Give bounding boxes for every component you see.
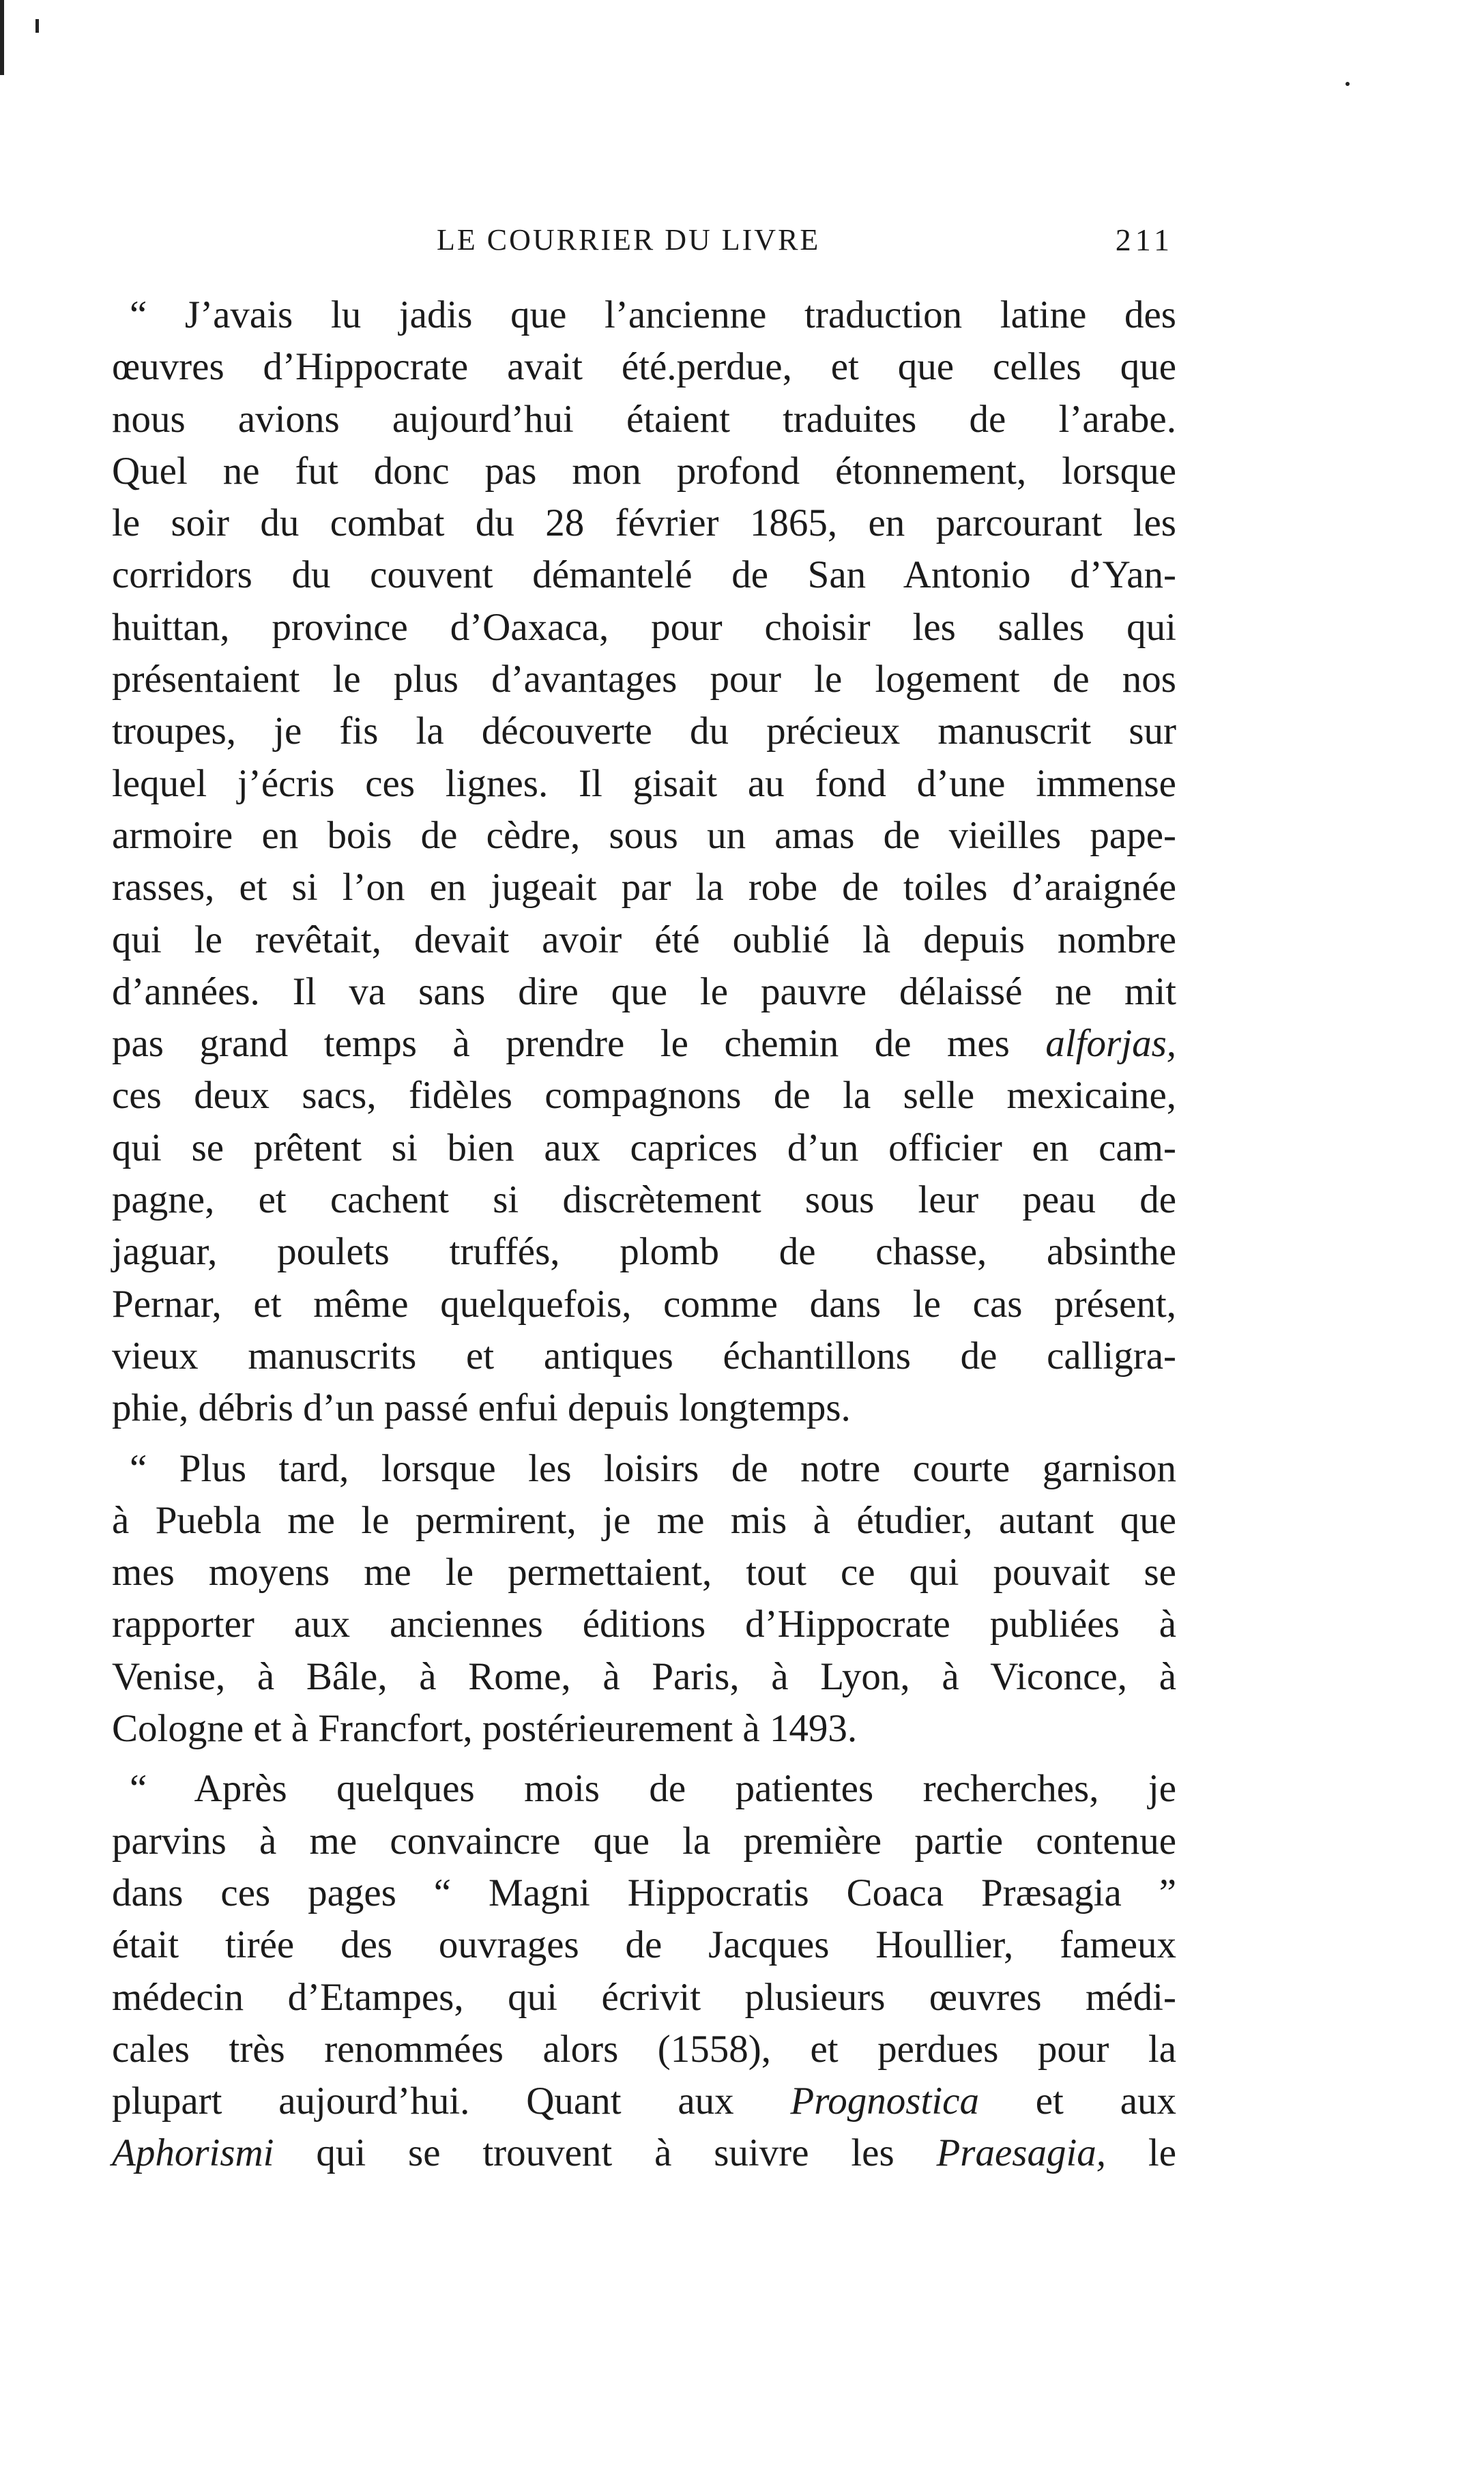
text-line: armoire en bois de cèdre, sous un amas de vieilles pape- bbox=[112, 813, 1176, 857]
text-line: était tirée des ouvrages de Jacques Houllier, fameux bbox=[112, 1923, 1176, 1967]
scan-edge-mark bbox=[0, 0, 4, 75]
paragraph bbox=[112, 289, 1176, 1435]
text-line: huittan, province d’Oaxaca, pour choisir les salles qui bbox=[112, 605, 1176, 649]
text-line: “ Après quelques mois de patientes recherches, je bbox=[130, 1767, 1176, 1811]
text-line: Venise, à Bâle, à Rome, à Paris, à Lyon, à Viconce, à bbox=[112, 1655, 1176, 1698]
text-line: “ Plus tard, lorsque les loisirs de notre courte garnison bbox=[130, 1446, 1176, 1490]
text-line bbox=[112, 2127, 1176, 2179]
italic-word: Praesagia, bbox=[936, 2131, 1107, 2175]
text-line: œuvres d’Hippocrate avait été.perdue, et que celles que bbox=[112, 345, 1176, 389]
text-line: Cologne et à Francfort, postérieurement à 1493. bbox=[112, 1707, 858, 1751]
text-line: pagne, et cachent si discrètement sous leur peau de bbox=[112, 1178, 1176, 1222]
text-line: qui le revêtait, devait avoir été oublié là depuis nombre bbox=[112, 918, 1176, 961]
text-line bbox=[112, 2075, 1176, 2127]
text-line: ces deux sacs, fidèles compagnons de la selle mexicaine, bbox=[112, 1074, 1176, 1118]
text-line: lequel j’écris ces lignes. Il gisait au fond d’une immense bbox=[112, 761, 1176, 805]
text-line: troupes, je fis la découverte du précieux manuscrit sur bbox=[112, 710, 1176, 753]
scan-speck bbox=[1345, 82, 1350, 86]
paragraph bbox=[112, 1443, 1176, 1755]
text-line: jaguar, poulets truffés, plomb de chasse, absinthe bbox=[112, 1230, 1176, 1274]
text-line: qui se prêtent si bien aux caprices d’un officier en cam- bbox=[112, 1126, 1176, 1169]
page-number: 211 bbox=[1115, 222, 1174, 257]
text-line: cales très renommées alors (1558), et perdues pour la bbox=[112, 2027, 1176, 2071]
text-line bbox=[112, 1018, 1176, 1070]
text-line: Pernar, et même quelquefois, comme dans le cas présent, bbox=[112, 1282, 1176, 1326]
text-fragment: qui se trouvent à suivre les bbox=[316, 2131, 937, 2175]
page-header bbox=[437, 220, 1174, 261]
text-fragment: le bbox=[1106, 2131, 1177, 2175]
body-text bbox=[112, 289, 1176, 2180]
text-line: Quel ne fut donc pas mon profond étonnement, lorsque bbox=[112, 449, 1176, 493]
text-line: “ J’avais lu jadis que l’ancienne traduction latine des bbox=[130, 293, 1176, 336]
text-line: d’années. Il va sans dire que le pauvre délaissé ne mit bbox=[112, 970, 1176, 1013]
text-line: médecin d’Etampes, qui écrivit plusieurs œuvres médi- bbox=[112, 1975, 1176, 2019]
italic-word: Aphorismi bbox=[112, 2131, 274, 2175]
italic-word: Prognostica bbox=[790, 2080, 979, 2123]
text-line: mes moyens me le permettaient, tout ce qui pouvait se bbox=[112, 1551, 1176, 1594]
text-fragment: pas grand temps à prendre le chemin de mes bbox=[112, 1022, 1046, 1066]
scan-speck bbox=[35, 19, 39, 33]
text-line: phie, débris d’un passé enfui depuis longtemps. bbox=[112, 1386, 851, 1430]
text-line: nous avions aujourd’hui étaient traduites de l’arabe. bbox=[112, 397, 1176, 441]
text-line: rapporter aux anciennes éditions d’Hippocrate publiées à bbox=[112, 1603, 1176, 1646]
text-fragment: plupart aujourd’hui. Quant aux bbox=[112, 2080, 791, 2123]
text-line: à Puebla me le permirent, je me mis à étudier, autant que bbox=[112, 1498, 1176, 1542]
running-title: LE COURRIER DU LIVRE bbox=[437, 223, 821, 257]
italic-word: alforjas, bbox=[1045, 1022, 1176, 1066]
text-line: vieux manuscrits et antiques échantillons de calligra- bbox=[112, 1334, 1176, 1378]
text-line: le soir du combat du 28 février 1865, en parcourant les bbox=[112, 501, 1176, 545]
text-line: présentaient le plus d’avantages pour le logement de nos bbox=[112, 658, 1176, 701]
text-line: rasses, et si l’on en jugeait par la robe de toiles d’araignée bbox=[112, 866, 1176, 909]
text-line: dans ces pages “ Magni Hippocratis Coaca Præsagia ” bbox=[112, 1871, 1176, 1914]
text-line: parvins à me convaincre que la première partie contenue bbox=[112, 1819, 1176, 1863]
paragraph bbox=[112, 1763, 1176, 2179]
text-fragment: et aux bbox=[978, 2080, 1176, 2123]
text-line: corridors du couvent démantelé de San Antonio d’Yan- bbox=[112, 553, 1176, 597]
